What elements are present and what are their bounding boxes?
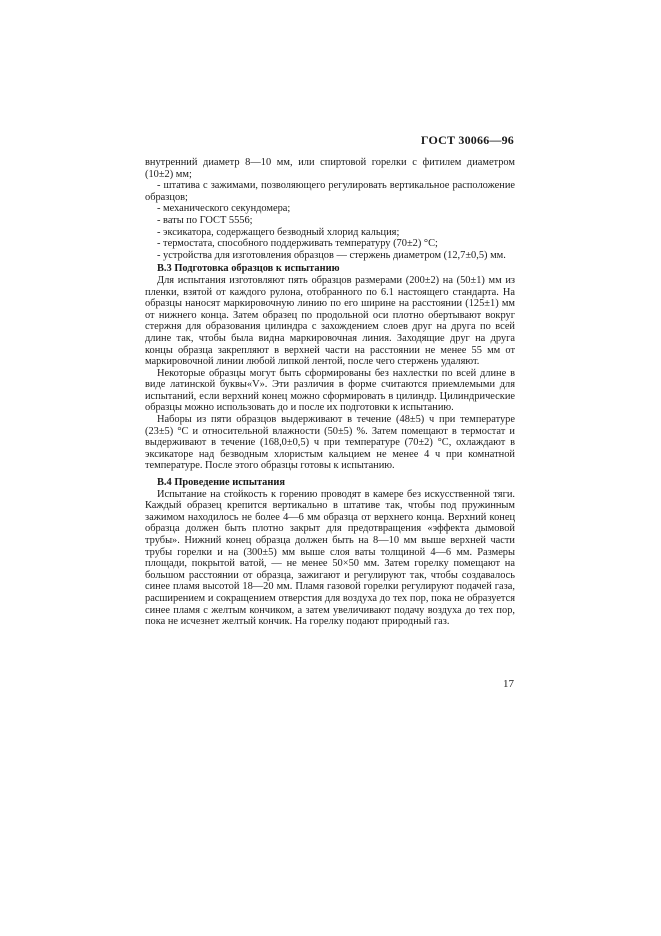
section-heading-b4: В.4 Проведение испытания bbox=[157, 477, 285, 489]
paragraph-burner-continuation: внутренний диаметр 8—10 мм, или спиртовой горелки с фитилем диаметром (10±2) мм; bbox=[145, 157, 515, 180]
document-code-header: ГОСТ 30066—96 bbox=[420, 133, 514, 147]
list-item-stand: - штатива с зажимами, позволяющего регулировать вертикальное расположение образцов; bbox=[145, 180, 515, 203]
paragraph-v-shape-samples: Некоторые образцы могут быть сформированы без нахлестки по всей длине в виде латинской буквы«V». Эти различия в форме считаются приемлемыми для испытаний, если верхний конец можно сформировать в цилиндр. Цилиндрические образцы можно использовать до и после их подготовки к испытанию. bbox=[145, 367, 515, 414]
list-item-rod: - устройства для изготовления образцов — стержень диаметром (12,7±0,5) мм. bbox=[157, 249, 506, 261]
list-item-thermostat: - термостата, способного поддерживать температуру (70±2) °С; bbox=[157, 238, 438, 250]
paragraph-sample-preparation: Для испытания изготовляют пять образцов размерами (200±2) на (50±1) мм из пленки, взятой от каждого рулона, отобранного по 6.1 настоящего стандарта. На образцы наносят маркировочную линию по его ширине на расстоянии (125±1) мм от нижнего конца. Затем образец по продольной оси плотно обертывают вокруг стержня для образования цилиндра с захождением слоев друг на друга по всей длине так, чтобы была видна маркировочная линия. Заходящие друг на друга концы образца закрепляют в верхней части на расстоянии не менее 55 мм от маркировочной линии любой липкой лентой, после чего стержень удаляют. bbox=[145, 274, 515, 368]
paragraph-conditioning: Наборы из пяти образцов выдерживают в течение (48±5) ч при температуре (23±5) °С и относительной влажности (50±5) %. Затем помещают в термостат и выдерживают в течение (168,0±0,5) ч при температуре (70±2) °С, охлаждают в эксикаторе над безводным хлористым кальцием не менее 4 ч при комнатной температуре. После этого образцы готовы к испытанию. bbox=[145, 414, 515, 472]
page-number: 17 bbox=[503, 678, 514, 690]
section-heading-b3: В.3 Подготовка образцов к испытанию bbox=[157, 263, 340, 275]
list-item-cotton: - ваты по ГОСТ 5556; bbox=[157, 214, 253, 226]
paragraph-test-procedure: Испытание на стойкость к горению проводят в камере без искусственной тяги. Каждый образец крепится вертикально в штативе так, чтобы под пружинным зажимом находилось не более 4—6 мм образца от верхнего конца. Верхний конец образца должен быть плотно закрыт для предотвращения «эффекта дымовой трубы». Нижний конец образца должен быть на 8—10 мм выше верхней части трубы горелки и на (300±5) мм выше слоя ваты толщиной 4—6 мм. Размеры площади, покрытой ватой, — не менее 50×50 мм. Затем горелку помещают на большом расстоянии от образца, зажигают и регулируют так, чтобы создавалось синее пламя высотой 18—20 мм. Пламя газовой горелки регулируют подачей газа, расширением и сокращением отверстия для воздуха до тех пор, пока не образуется синее пламя с желтым кончиком, а затем увеличивают подачу воздуха до тех пор, пока не исчезнет желтый кончик. На горелку подают природный газ. bbox=[145, 488, 515, 628]
document-body bbox=[145, 157, 515, 628]
list-item-stopwatch: - механического секундомера; bbox=[157, 203, 291, 215]
list-item-desiccator: - эксикатора, содержащего безводный хлорид кальция; bbox=[157, 226, 400, 238]
